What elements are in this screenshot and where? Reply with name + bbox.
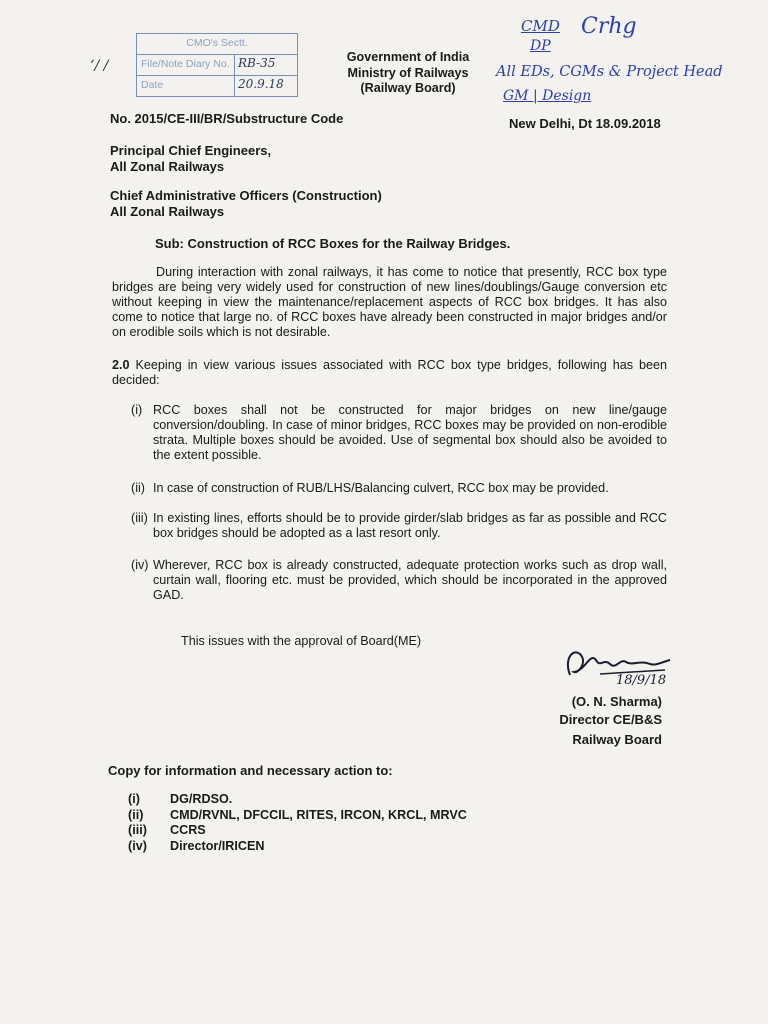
decision-text: RCC boxes shall not be constructed for major bridges on new line/gauge conversion/doubling. In case of minor bridges, RCC boxes may be provided on non-erodible strata. Multiple boxes should be avoided. Use of segmental box should also be avoided to the extent possible. <box>153 403 667 462</box>
copy-item: (ii) CMD/RVNL, DFCCIL, RITES, IRCON, KRCL, MRVC <box>128 807 467 822</box>
letterhead-line2: Ministry of Railways <box>347 65 469 80</box>
copy-item: (i) DG/RDSO. <box>128 792 233 806</box>
stamp-date-value: 20.9.18 <box>238 77 284 91</box>
copy-item: (iv) Director/IRICEN <box>128 838 265 853</box>
handwritten-routing: All EDs, CGMs & Project Head <box>496 64 723 80</box>
decision-num: (iv) <box>131 558 149 572</box>
stamp-diary-label: File/Note Diary No. <box>141 58 230 70</box>
stamp-office: CMO's Sectt. <box>186 37 248 49</box>
handwritten-design: GM | Design <box>503 88 592 104</box>
decision-item-1 <box>131 403 667 463</box>
addressee-1: Principal Chief Engineers, All Zonal Railways <box>110 143 272 174</box>
approval-note: This issues with the approval of Board(ME) <box>181 634 422 648</box>
decision-item-3 <box>131 511 667 541</box>
letterhead-line3: (Railway Board) <box>360 81 456 95</box>
decision-num: (i) <box>131 403 143 417</box>
decision-item-2 <box>131 481 667 496</box>
stamp-diary-value: RB-35 <box>238 56 276 70</box>
paragraph-2-number: 2.0 <box>112 358 130 372</box>
decision-num: (ii) <box>131 481 145 495</box>
decision-num: (iii) <box>131 511 148 525</box>
margin-mark: ‘/ / <box>90 58 109 74</box>
decision-text: In existing lines, efforts should be to provide girder/slab bridges as far as possible and RCC box bridges should be adopted as a last resort only. <box>153 511 667 540</box>
handwritten-cmd: CMD <box>521 17 560 35</box>
copy-list <box>128 792 608 854</box>
handwritten-initials: Crhg <box>581 14 637 39</box>
office-stamp <box>136 33 298 97</box>
decision-text: Wherever, RCC box is already constructed, adequate protection works such as drop wall, curtain wall, flooring etc. must be provided, which should be incorporated in the approved GAD. <box>153 558 667 602</box>
reference-number: No. 2015/CE-III/BR/Substructure Code <box>110 111 344 126</box>
stamp-diary-row <box>137 54 297 75</box>
signatory-name: (O. N. Sharma) <box>571 694 662 709</box>
handwritten-dp: DP <box>530 38 551 54</box>
signature-date: 18/9/18 <box>616 673 667 688</box>
decision-text: In case of construction of RUB/LHS/Balancing culvert, RCC box may be provided. <box>153 481 609 495</box>
letterhead <box>330 50 486 97</box>
stamp-date-label: Date <box>141 79 164 91</box>
decision-item-4 <box>131 558 667 603</box>
paragraph-2 <box>112 358 667 388</box>
copy-item: (iii) CCRS <box>128 823 206 837</box>
signatory-designation: Director CE/B&S <box>559 712 662 727</box>
addressee-2: Chief Administrative Officers (Construction) All Zonal Railways <box>110 188 382 219</box>
place-date: New Delhi, Dt 18.09.2018 <box>509 116 661 131</box>
subject-line: Sub: Construction of RCC Boxes for the Railway Bridges. <box>155 236 511 251</box>
signatory-office: Railway Board <box>572 732 662 747</box>
paragraph-2-text: Keeping in view various issues associated with RCC box type bridges, following has been decided: <box>112 358 668 387</box>
letterhead-line1: Government of India <box>346 50 470 64</box>
stamp-date-row <box>137 75 297 96</box>
copy-heading: Copy for information and necessary action to: <box>108 763 393 778</box>
paragraph-1: During interaction with zonal railways, it has come to notice that presently, RCC box type bridges are being very widely used for construction of new lines/doublings/Gauge conversion etc without keeping in view the maintenance/replacement aspects of RCC box bridges. It has also come to notice that large no. of RCC boxes have already been constructed in major bridges and/or on erodible soils which is not desirable. <box>112 265 667 339</box>
